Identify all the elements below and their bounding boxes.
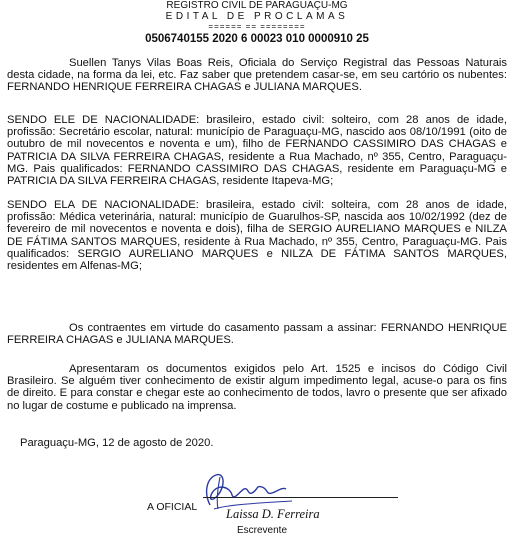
bride-paragraph: SENDO ELA DE NACIONALIDADE: brasileira, estado civil: solteira, com 28 anos de idade, profissão: Médica veterinária, natural: município de Guarulhos-SP, nascida aos 10/02/1992 (dez de fevereiro de mil novecentos e noventa e dois), filha de SERGIO AURELIANO MARQUES e NILZA DE FÁTIMA SANTOS MARQUES, residente à Rua Machado, nº 355, Centro, Paraguaçu-MG. Pais qualificados: SERGIO AURELIANO MARQUES e NILZA DE FÁTIMA SANTOS MARQUES, residentes em Alfenas-MG; [7, 199, 507, 273]
registry-number: 0506740155 2020 6 00023 010 0000910 25 [145, 33, 369, 45]
registry-header: REGISTRO CIVIL DE PARAGUAÇU-MG [166, 0, 348, 11]
signature-label: A OFICIAL [147, 501, 198, 513]
signers-paragraph: Os contraentes em virtude do casamento passam a assinar: FERNANDO HENRIQUE FERREIRA CHAGAS e JULIANA MARQUES. [7, 322, 507, 347]
groom-paragraph: SENDO ELE DE NACIONALIDADE: brasileiro, estado civil: solteiro, com 28 anos de idade, profissão: Secretário escolar, natural: município de Paraguaçu-MG, nascido aos 08/10/1991 (oito de outubro de mil novecentos e noventa e um), filho de FERNANDO CASSIMIRO DAS CHAGAS e PATRICIA DA SILVA FERREIRA CHAGAS, residente a Rua Machado, nº 355, Centro, Paraguaçu-MG. Pais qualificados: FERNANDO CASSIMIRO DAS CHAGAS, residente em Paraguaçu-MG e PATRICIA DA SILVA FERREIRA CHAGAS, residente Itapeva-MG; [7, 114, 507, 188]
closing-paragraph: Apresentaram os documentos exigidos pelo Art. 1525 e incisos do Código Civil Brasileiro. Se alguém tiver conhecimento de existir algum impedimento legal, acuse-o para os fins de direito. E para constar e chegar este ao conhecimento de todos, lavro o presente que ser afixado no lugar de costume e publicado na imprensa. [7, 363, 507, 412]
signer-name: Laissa D. Ferreira [226, 507, 320, 521]
document-title: EDITAL DE PROCLAMAS [165, 11, 349, 22]
title-underline: ====== == ======== [208, 22, 306, 31]
signature-line [203, 497, 398, 498]
handwritten-signature [196, 465, 316, 513]
intro-paragraph: Suellen Tanys Vilas Boas Reis, Oficiala do Serviço Registral das Pessoas Naturais desta cidade, na forma da lei, etc. Faz saber que pretendem casar-se, em seu cartório os nubentes: FERNANDO HENRIQUE FERREIRA CHAGAS e JULIANA MARQUES. [7, 57, 507, 94]
place-date: Paraguaçu-MG, 12 de agosto de 2020. [20, 437, 214, 449]
signer-role: Escrevente [237, 525, 288, 536]
